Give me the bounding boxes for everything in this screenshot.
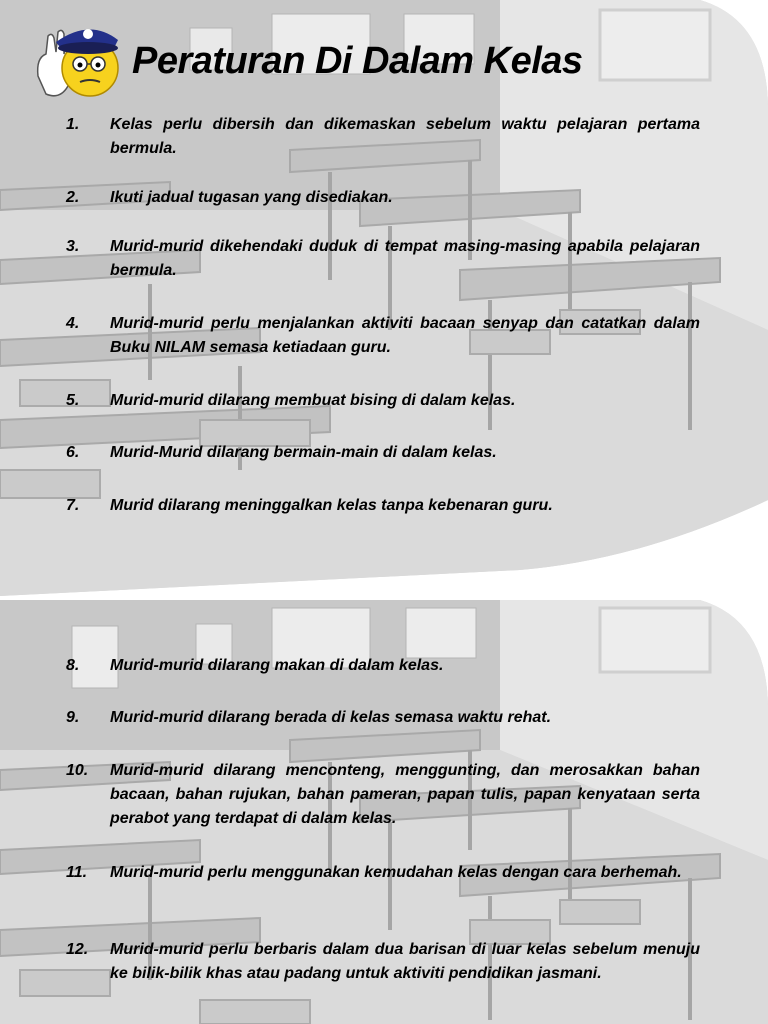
rule-number: 2. — [66, 189, 80, 206]
title-row — [34, 14, 734, 104]
rule-text: Murid-murid dilarang membuat bising di dalam kelas. — [110, 392, 516, 409]
rule-number: 8. — [66, 657, 80, 674]
rule-number: 12. — [66, 941, 89, 958]
rule-text: Kelas perlu dibersih dan dikemaskan sebelum waktu pelajaran pertama bermula. — [110, 116, 700, 157]
rule-text: Murid-murid perlu menjalankan aktiviti bacaan senyap dan catatkan dalam Buku NILAM semasa ketiadaan guru. — [110, 315, 700, 356]
rule-number: 4. — [66, 315, 80, 332]
rule-text: Murid-murid dikehendaki duduk di tempat masing-masing apabila pelajaran bermula. — [110, 238, 700, 279]
rule-number: 11. — [66, 864, 88, 881]
slide-2 — [0, 600, 768, 1024]
rule-text: Murid-Murid dilarang bermain-main di dalam kelas. — [110, 444, 497, 461]
rule-number: 9. — [66, 709, 80, 726]
police-smiley-icon — [34, 14, 120, 102]
rule-text: Ikuti jadual tugasan yang disediakan. — [110, 189, 393, 206]
rule-number: 3. — [66, 238, 80, 255]
rule-number: 1. — [66, 116, 80, 133]
page-title: Peraturan Di Dalam Kelas — [132, 40, 583, 82]
rule-text: Murid-murid perlu berbaris dalam dua barisan di luar kelas sebelum menuju ke bilik-bilik khas atau padang untuk aktiviti pendidikan jasmani. — [110, 941, 700, 982]
rule-text: Murid-murid dilarang menconteng, menggunting, dan merosakkan bahan bacaan, bahan rujukan, bahan pameran, papan tulis, papan kenyataan serta perabot yang terdapat di dalam kelas. — [110, 762, 700, 827]
rule-text: Murid-murid perlu menggunakan kemudahan kelas dengan cara berhemah. — [110, 864, 682, 881]
rule-text: Murid-murid dilarang berada di kelas semasa waktu rehat. — [110, 709, 552, 726]
rule-text: Murid-murid dilarang makan di dalam kelas. — [110, 657, 444, 674]
rule-number: 10. — [66, 762, 89, 779]
rule-number: 6. — [66, 444, 80, 461]
rule-number: 5. — [66, 392, 80, 409]
rule-text: Murid dilarang meninggalkan kelas tanpa kebenaran guru. — [110, 497, 553, 514]
rule-number: 7. — [66, 497, 80, 514]
